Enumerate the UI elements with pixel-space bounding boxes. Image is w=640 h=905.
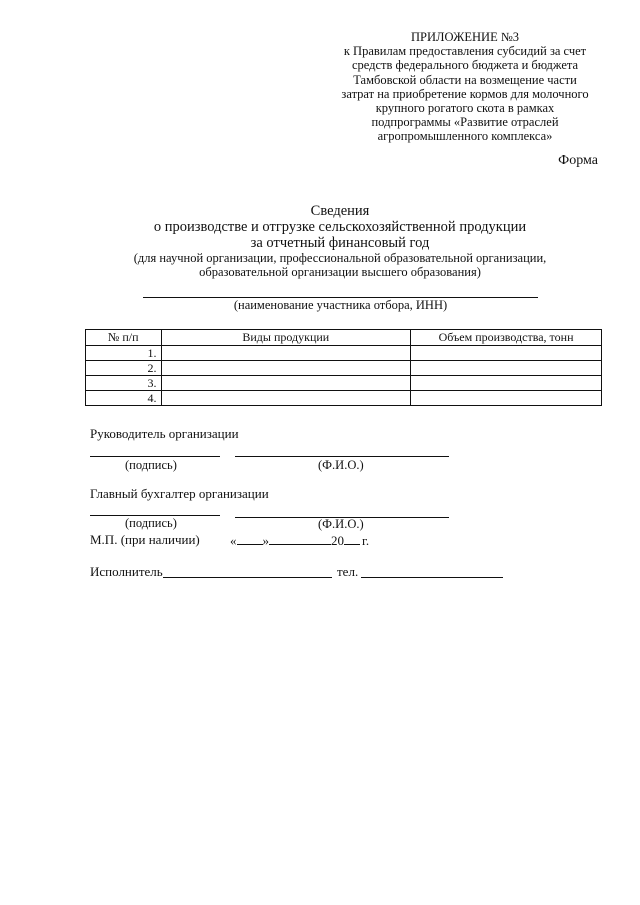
head-name-caption: (Ф.И.О.): [318, 458, 364, 472]
accountant-name-caption: (Ф.И.О.): [318, 517, 364, 531]
header-number: № п/п: [86, 330, 162, 346]
head-signature-field[interactable]: [90, 456, 220, 457]
date-quote-open: «: [230, 533, 237, 548]
accountant-label: Главный бухгалтер организации: [90, 486, 269, 501]
appendix-line: агропромышленного комплекса»: [377, 129, 553, 144]
date-day-field[interactable]: [237, 532, 263, 545]
appendix-line: средств федерального бюджета и бюджета: [351, 58, 579, 73]
head-signature-caption: (подпись): [125, 458, 177, 472]
production-volume-cell[interactable]: [411, 346, 602, 361]
appendix-line: подпрограммы «Развитие отраслей: [371, 115, 559, 130]
product-type-cell[interactable]: [161, 376, 411, 391]
title-line-3: за отчетный финансовый год: [250, 235, 430, 251]
production-volume-cell[interactable]: [411, 361, 602, 376]
appendix-line: крупного рогатого скота в рамках: [375, 101, 555, 116]
appendix-header: [320, 30, 610, 144]
appendix-line: затрат на приобретение кормов для молочного: [341, 86, 589, 101]
header-production-volume: Объем производства, тонн: [411, 330, 602, 346]
date-field: [230, 532, 369, 549]
header-product-type: Виды продукции: [161, 330, 411, 346]
table-header-row: [86, 330, 602, 346]
production-volume-cell[interactable]: [411, 376, 602, 391]
accountant-signature-caption: (подпись): [125, 516, 177, 530]
form-label: Форма: [558, 153, 598, 168]
executor-label: Исполнитель: [90, 564, 163, 579]
date-year-prefix: 20: [331, 533, 344, 548]
head-name-field[interactable]: [235, 456, 449, 457]
product-type-cell[interactable]: [161, 391, 411, 406]
phone-field[interactable]: [361, 577, 503, 578]
production-volume-cell[interactable]: [411, 391, 602, 406]
product-type-cell[interactable]: [161, 361, 411, 376]
executor-name-field[interactable]: [163, 577, 332, 578]
table-row: [86, 376, 602, 391]
table-row: [86, 361, 602, 376]
appendix-title: ПРИЛОЖЕНИЕ №3: [410, 30, 520, 44]
date-month-field[interactable]: [269, 532, 331, 545]
row-number: 3.: [86, 376, 162, 391]
head-label: Руководитель организации: [90, 426, 239, 441]
appendix-line: Тамбовской области на возмещение части: [353, 72, 577, 87]
document-title: [100, 203, 580, 279]
date-quote-close: »: [262, 533, 269, 548]
table-row: [86, 391, 602, 406]
date-year-field[interactable]: [344, 532, 360, 545]
products-table: [85, 329, 602, 406]
participant-name-caption: (наименование участника отбора, ИНН): [233, 298, 448, 312]
title-line-1: Сведения: [310, 203, 370, 219]
stamp-label: М.П. (при наличии): [90, 532, 200, 547]
product-type-cell[interactable]: [161, 346, 411, 361]
title-line-2: о производстве и отгрузке сельскохозяйственной продукции: [153, 219, 527, 235]
row-number: 1.: [86, 346, 162, 361]
appendix-line: к Правилам предоставления субсидий за счет: [343, 44, 587, 59]
phone-label: тел.: [337, 564, 359, 579]
title-line-5: образовательной организации высшего образования): [199, 265, 481, 279]
title-line-4: (для научной организации, профессиональной образовательной организации,: [133, 251, 547, 265]
table-row: [86, 346, 602, 361]
row-number: 4.: [86, 391, 162, 406]
row-number: 2.: [86, 361, 162, 376]
date-year-suffix: г.: [362, 533, 370, 548]
